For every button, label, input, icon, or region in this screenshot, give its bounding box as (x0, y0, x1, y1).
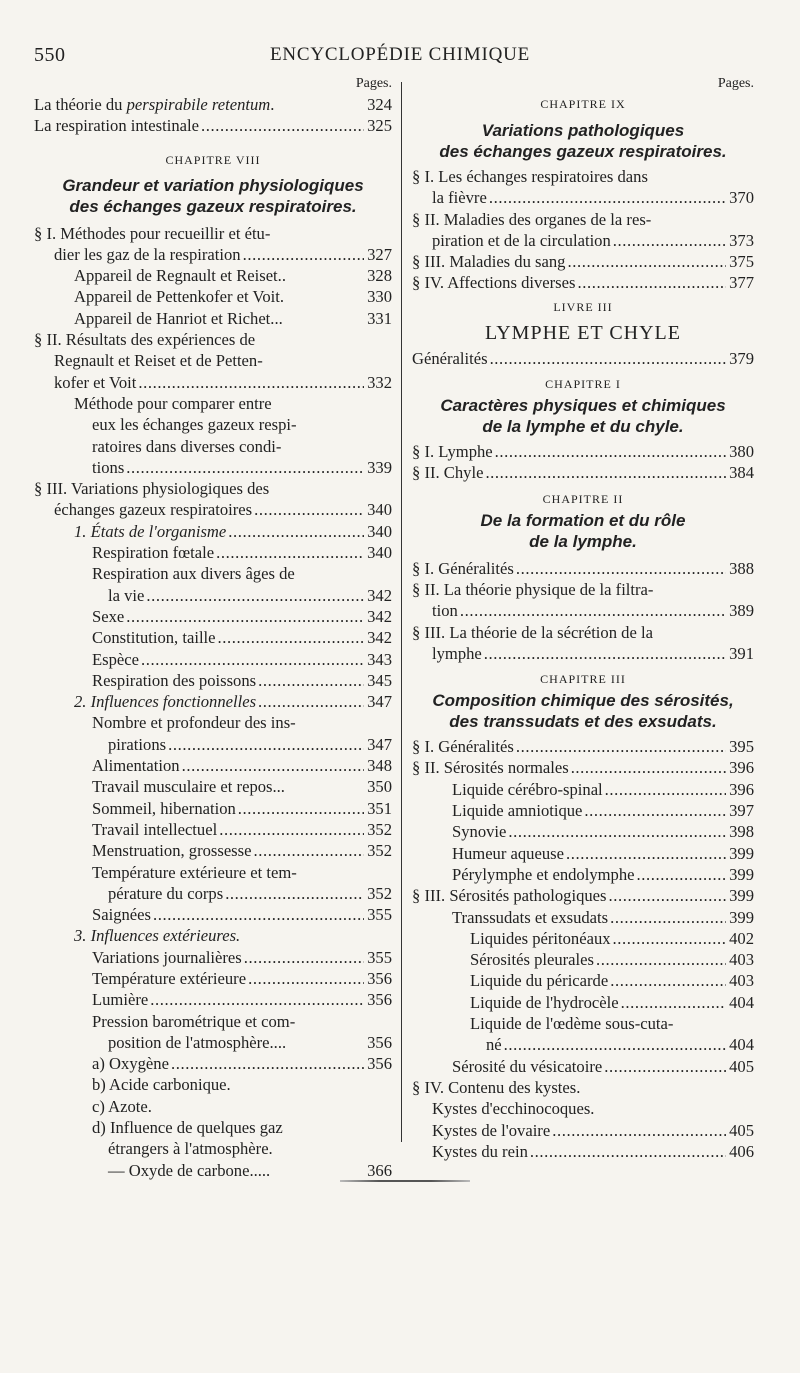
chapter-title: Caractères physiques et chimiques de la lymphe et du chyle. (440, 396, 726, 437)
chapter-title: De la formation et du rôle de la lymphe. (480, 510, 686, 551)
toc-entry: dier les gaz de la respiration ..... 327 (34, 244, 392, 265)
page-number: 550 (34, 44, 66, 66)
toc-entry: Espèce ..... 343 (34, 649, 392, 670)
toc-entry: Température extérieure et tem- (92, 862, 297, 882)
toc-entry: Liquide du péricarde ..... 403 (412, 970, 754, 991)
toc-entry: Alimentation ..... 348 (34, 755, 392, 776)
toc-entry: § II. Sérosités normales ..... 396 (412, 757, 754, 778)
toc-entry: Appareil de Regnault et Reiset.. 328 (74, 266, 392, 286)
toc-entry: tions ..... 339 (34, 457, 392, 478)
toc-entry: § III. Sérosités pathologiques ..... 399 (412, 885, 754, 906)
toc-entry: Kystes du rein ..... 406 (412, 1141, 754, 1162)
toc-entry: Sexe ..... 342 (34, 606, 392, 627)
toc-entry: Liquides péritonéaux ..... 402 (412, 928, 754, 949)
toc-entry: Liquide de l'œdème sous-cuta- (470, 1014, 674, 1034)
toc-entry: Menstruation, grossesse ..... 352 (34, 840, 392, 861)
toc-entry: Généralités ..... 379 (412, 348, 754, 369)
chapter-label: CHAPITRE IX (540, 97, 626, 111)
toc-entry: Température extérieure ..... 356 (34, 968, 392, 989)
toc-entry: étrangers à l'atmosphère. (108, 1139, 273, 1159)
toc-entry: Respiration aux divers âges de (92, 564, 295, 584)
pages-label: Pages. (717, 76, 754, 91)
toc-entry: Liquide de l'hydrocèle ..... 404 (412, 992, 754, 1013)
toc-entry: pérature du corps ..... 352 (34, 883, 392, 904)
toc-entry: Kystes de l'ovaire ..... 405 (412, 1120, 754, 1141)
chapter-title: Composition chimique des sérosités, des transsudats et des exsudats. (432, 691, 734, 732)
toc-entry: piration et de la circulation ..... 373 (412, 230, 754, 251)
toc-entry: la vie ..... 342 (34, 585, 392, 606)
toc-entry: Respiration fœtale ..... 340 (34, 542, 392, 563)
chapter-title: Variations pathologiques des échanges gazeux respiratoires. (439, 121, 727, 161)
page-header (0, 44, 800, 74)
toc-entry: § I. Lymphe ..... 380 (412, 441, 754, 462)
book-label: LIVRE III (553, 299, 613, 314)
toc-entry: b) Acide carbonique. (92, 1075, 231, 1095)
toc-entry: La respiration intestinale ..... 325 (34, 115, 392, 136)
toc-entry: § I. Généralités ..... 388 (412, 558, 754, 579)
toc-entry: Liquide cérébro-spinal ..... 396 (412, 779, 754, 800)
toc-entry: échanges gazeux respiratoires ..... 340 (34, 499, 392, 520)
toc-entry: § I. Méthodes pour recueillir et étu- (34, 223, 271, 243)
toc-entry: Liquide amniotique ..... 397 (412, 800, 754, 821)
toc-entry: a) Oxygène ..... 356 (34, 1053, 392, 1074)
toc-entry: Respiration des poissons ..... 345 (34, 670, 392, 691)
toc-entry: d) Influence de quelques gaz (92, 1118, 283, 1138)
toc-entry: pirations ..... 347 (34, 734, 392, 755)
pages-label: Pages. (355, 76, 392, 91)
running-title: ENCYCLOPÉDIE CHIMIQUE (269, 44, 531, 65)
toc-entry: Travail intellectuel ..... 352 (34, 819, 392, 840)
toc-left-column (34, 74, 392, 1181)
toc-entry: Regnault et Reiset et de Petten- (54, 351, 263, 371)
toc-entry: § I. Généralités ..... 395 (412, 736, 754, 757)
chapter-label: CHAPITRE VIII (165, 152, 261, 167)
toc-entry: ratoires dans diverses condi- (92, 436, 282, 456)
toc-entry: Appareil de Pettenkofer et Voit. 330 (74, 287, 392, 307)
toc-entry: Transsudats et exsudats ..... 399 (412, 907, 754, 928)
toc-entry: § II. Chyle ..... 384 (412, 462, 754, 483)
toc-entry: la fièvre ..... 370 (412, 187, 754, 208)
toc-entry: Lumière ..... 356 (34, 989, 392, 1010)
toc-entry: c) Azote. (92, 1096, 152, 1116)
toc-entry: Sérosités pleurales ..... 403 (412, 949, 754, 970)
toc-entry: § IV. Affections diverses ..... 377 (412, 272, 754, 293)
toc-entry: Pérylymphe et endolymphe ..... 399 (412, 864, 754, 885)
toc-entry: Méthode pour comparer entre (74, 393, 272, 413)
toc-entry: § I. Les échanges respiratoires dans (412, 167, 648, 186)
toc-entry: § II. Résultats des expériences de (34, 330, 256, 350)
chapter-label: CHAPITRE III (540, 672, 626, 687)
book-title: LYMPHE ET CHYLE (485, 321, 681, 344)
chapter-title: Grandeur et variation physiologiques des échanges gazeux respiratoires. (62, 175, 364, 216)
toc-entry: Saignées ..... 355 (34, 904, 392, 925)
toc-entry: La théorie du perspirabile retentum. 324 (34, 95, 392, 114)
toc-entry: § II. Maladies des organes de la res- (412, 209, 652, 229)
toc-entry: 1. États de l'organisme ..... 340 (34, 521, 392, 542)
end-divider (340, 1180, 470, 1182)
toc-entry: § III. Maladies du sang ..... 375 (412, 251, 754, 272)
toc-entry: — Oxyde de carbone..... 366 (108, 1160, 392, 1180)
toc-entry: § III. Variations physiologiques des (34, 479, 270, 499)
toc-entry: Travail musculaire et repos... 350 (92, 777, 392, 797)
chapter-label: CHAPITRE I (545, 377, 621, 392)
toc-entry: § IV. Contenu des kystes. (412, 1077, 581, 1097)
toc-entry: Constitution, taille ..... 342 (34, 627, 392, 648)
toc-entry: § II. La théorie physique de la filtra- (412, 579, 654, 599)
toc-entry: Sérosité du vésicatoire ..... 405 (412, 1056, 754, 1077)
toc-entry: tion ..... 389 (412, 600, 754, 621)
toc-entry: Pression barométrique et com- (92, 1011, 296, 1031)
toc-entry: Humeur aqueuse ..... 399 (412, 843, 754, 864)
toc-entry: né ..... 404 (412, 1034, 754, 1055)
toc-entry: Appareil de Hanriot et Richet... 331 (74, 308, 392, 328)
chapter-label: CHAPITRE II (542, 491, 624, 506)
toc-right-column (412, 74, 754, 1162)
toc-entry: kofer et Voit ..... 332 (34, 372, 392, 393)
toc-entry: Sommeil, hibernation ..... 351 (34, 798, 392, 819)
toc-entry: Synovie ..... 398 (412, 821, 754, 842)
toc-entry: § III. La théorie de la sécrétion de la (412, 622, 653, 642)
toc-entry: Kystes d'ecchinocoques. (432, 1099, 595, 1119)
toc-entry: 3. Influences extérieures. (74, 926, 241, 946)
column-divider (401, 82, 402, 1142)
toc-entry: Nombre et profondeur des ins- (92, 713, 296, 733)
toc-entry: Variations journalières ..... 355 (34, 947, 392, 968)
toc-entry: eux les échanges gazeux respi- (92, 415, 297, 435)
toc-entry: lymphe ..... 391 (412, 643, 754, 664)
toc-entry: position de l'atmosphère.... 356 (108, 1032, 392, 1052)
toc-entry: 2. Influences fonctionnelles ..... 347 (34, 691, 392, 712)
